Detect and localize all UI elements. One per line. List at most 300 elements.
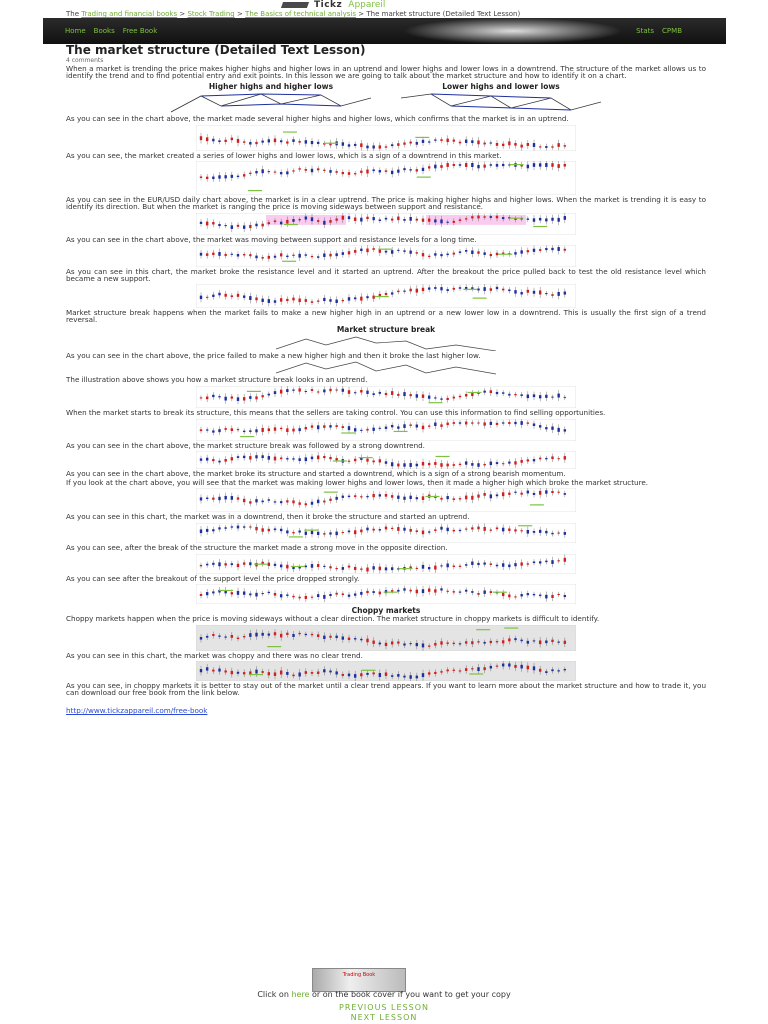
candle-body: [311, 597, 313, 598]
candle-body: [354, 217, 356, 220]
candle-body: [292, 255, 294, 256]
candle-body: [274, 673, 276, 676]
candle-body: [564, 640, 566, 643]
candle-body: [249, 430, 251, 432]
candle-body: [502, 528, 504, 532]
candle-body: [231, 225, 233, 229]
candle-body: [459, 396, 461, 397]
candle-body: [385, 567, 387, 570]
candle-body: [280, 299, 282, 302]
candle-body: [335, 300, 337, 303]
candle-body: [428, 673, 430, 675]
candle-body: [496, 666, 498, 667]
candle-body: [212, 634, 214, 636]
candle-body: [385, 171, 387, 173]
candle-body: [354, 428, 356, 431]
candle-body: [354, 459, 356, 461]
candle-body: [557, 641, 559, 642]
candle-body: [249, 672, 251, 675]
candle-body: [212, 295, 214, 297]
candle-body: [317, 564, 319, 567]
candle-body: [527, 422, 529, 423]
candle-body: [490, 142, 492, 143]
candle-body: [372, 673, 374, 675]
candle-body: [551, 164, 553, 168]
candle-body: [379, 529, 381, 530]
candle-body: [224, 176, 226, 179]
candle-body: [200, 397, 202, 398]
candle-body: [366, 638, 368, 642]
candle-body: [385, 217, 387, 219]
candle-body: [514, 665, 516, 668]
candle-body: [545, 640, 547, 643]
candle-body: [403, 251, 405, 252]
candle-body: [428, 645, 430, 646]
candle-body: [465, 250, 467, 252]
candle-body: [403, 497, 405, 500]
candle-body: [298, 428, 300, 431]
candle-body: [459, 464, 461, 465]
candle-body: [206, 177, 208, 179]
candle-body: [372, 461, 374, 463]
candle-body: [533, 594, 535, 595]
candlestick-chart: [196, 661, 576, 681]
chart-background: [196, 245, 576, 267]
candle-body: [459, 219, 461, 221]
paragraph: As you can see, the market created a series of lower highs and lower lows, which is a sign of a downtrend in this market.: [66, 150, 502, 160]
candle-body: [311, 141, 313, 144]
candle-body: [453, 591, 455, 592]
candle-body: [261, 528, 263, 531]
candle-body: [206, 297, 208, 298]
candle-body: [261, 671, 263, 673]
nav-item-stats[interactable]: Stats: [636, 27, 655, 35]
candle-body: [490, 591, 492, 593]
candle-body: [403, 392, 405, 396]
candle-body: [465, 564, 467, 565]
candle-body: [477, 289, 479, 291]
candle-body: [428, 167, 430, 169]
book-cover[interactable]: [312, 968, 406, 992]
candle-body: [520, 562, 522, 565]
candle-body: [274, 457, 276, 461]
candle-body: [551, 426, 553, 429]
candle-body: [255, 396, 257, 399]
candle-body: [409, 590, 411, 592]
candle-body: [471, 527, 473, 529]
candle-body: [403, 676, 405, 678]
candle-body: [403, 424, 405, 428]
candle-body: [342, 496, 344, 498]
candle-body: [545, 395, 547, 398]
candle-body: [379, 673, 381, 677]
candle-body: [243, 592, 245, 595]
candle-body: [446, 464, 448, 467]
candle-body: [527, 641, 529, 644]
candle-body: [533, 459, 535, 461]
breadcrumb-item[interactable]: The Basics of technical analysis: [245, 10, 357, 18]
candle-body: [440, 254, 442, 256]
candle-body: [514, 290, 516, 293]
candle-body: [212, 430, 214, 432]
candle-body: [416, 142, 418, 145]
candle-body: [397, 291, 399, 292]
candle-body: [206, 397, 208, 400]
candle-body: [422, 218, 424, 221]
candle-body: [502, 422, 504, 423]
candle-body: [274, 256, 276, 258]
candle-body: [533, 291, 535, 294]
nav-item-books[interactable]: Books: [93, 27, 115, 35]
candle-body: [428, 589, 430, 592]
candle-body: [508, 664, 510, 667]
candle-body: [527, 593, 529, 595]
candle-body: [255, 298, 257, 301]
candle-body: [342, 215, 344, 219]
nav-item-free-book[interactable]: Free Book: [122, 27, 158, 35]
candle-body: [453, 288, 455, 290]
candle-body: [280, 140, 282, 142]
candle-body: [545, 293, 547, 294]
candle-body: [428, 396, 430, 399]
candle-body: [502, 640, 504, 643]
candle-body: [514, 529, 516, 531]
candle-body: [391, 567, 393, 570]
candle-body: [268, 256, 270, 259]
candle-body: [545, 218, 547, 221]
candle-body: [348, 144, 350, 146]
candle-body: [323, 565, 325, 566]
candle-body: [237, 672, 239, 674]
candle-body: [539, 561, 541, 563]
candle-body: [206, 563, 208, 565]
diagram-caption: Higher highs and higher lows: [208, 82, 334, 92]
diagram-caption: Lower highs and lower lows: [442, 82, 560, 92]
candle-body: [268, 428, 270, 431]
candle-body: [218, 293, 220, 296]
candle-body: [434, 643, 436, 646]
candle-body: [434, 165, 436, 169]
candle-body: [366, 496, 368, 497]
candle-body: [360, 529, 362, 532]
candle-body: [446, 138, 448, 141]
candle-body: [416, 530, 418, 532]
candle-body: [317, 169, 319, 171]
candle-body: [502, 143, 504, 145]
candle-body: [545, 531, 547, 533]
candle-body: [397, 527, 399, 531]
candle-body: [446, 290, 448, 292]
candle-body: [428, 531, 430, 532]
paragraph: As you can see in the chart above, the market structure break was followed by a strong downtrend.: [66, 440, 425, 450]
candle-body: [440, 527, 442, 530]
candle-body: [527, 666, 529, 670]
candle-body: [311, 256, 313, 257]
candle-body: [496, 527, 498, 529]
candle-body: [255, 256, 257, 259]
breadcrumb-prefix: The: [66, 10, 80, 18]
candle-body: [514, 143, 516, 146]
candle-body: [453, 642, 455, 643]
breadcrumb-item[interactable]: Stock Trading: [187, 10, 235, 18]
candle-body: [385, 527, 387, 530]
candle-body: [453, 139, 455, 141]
candle-body: [206, 458, 208, 461]
candle-body: [428, 256, 430, 257]
candle-body: [465, 668, 467, 671]
candle-body: [311, 564, 313, 568]
candle-body: [218, 669, 220, 672]
candle-body: [335, 567, 337, 568]
candle-body: [434, 529, 436, 531]
candle-body: [298, 458, 300, 461]
candle-body: [403, 169, 405, 171]
candle-body: [268, 394, 270, 396]
candle-body: [224, 459, 226, 462]
candle-body: [335, 672, 337, 675]
candle-body: [533, 493, 535, 495]
candle-body: [268, 592, 270, 593]
candle-body: [557, 427, 559, 431]
candle-body: [255, 171, 257, 173]
candle-body: [416, 218, 418, 220]
candle-body: [527, 530, 529, 534]
candle-body: [471, 140, 473, 143]
candle-body: [292, 501, 294, 504]
candle-body: [496, 392, 498, 394]
candle-body: [391, 462, 393, 466]
candle-body: [564, 249, 566, 251]
candle-body: [329, 300, 331, 302]
candle-body: [496, 564, 498, 566]
candle-body: [305, 458, 307, 462]
candle-body: [557, 560, 559, 561]
candle-body: [564, 595, 566, 597]
candle-body: [335, 218, 337, 220]
candle-body: [255, 670, 257, 674]
candle-body: [409, 217, 411, 221]
candle-body: [212, 498, 214, 500]
candle-body: [305, 427, 307, 429]
candle-body: [545, 491, 547, 494]
candle-body: [280, 501, 282, 503]
candle-body: [490, 390, 492, 393]
site-logo[interactable]: [282, 0, 385, 10]
candle-body: [354, 674, 356, 678]
candle-body: [274, 138, 276, 142]
candle-body: [298, 169, 300, 170]
candle-body: [397, 496, 399, 499]
zigzag-down-diagram: [401, 92, 601, 114]
candle-body: [292, 458, 294, 459]
candle-body: [206, 592, 208, 595]
candle-body: [354, 594, 356, 596]
candle-body: [286, 141, 288, 143]
logo-text: Tickz: [314, 0, 343, 10]
candle-body: [545, 248, 547, 250]
candle-body: [551, 397, 553, 398]
candle-body: [379, 566, 381, 570]
candle-body: [533, 561, 535, 563]
candle-body: [329, 499, 331, 501]
candle-body: [434, 589, 436, 592]
candle-body: [409, 141, 411, 143]
candle-body: [379, 592, 381, 595]
candle-body: [280, 172, 282, 174]
candle-body: [323, 501, 325, 503]
candle-body: [551, 639, 553, 641]
candle-body: [323, 170, 325, 171]
candle-body: [453, 422, 455, 424]
candle-body: [292, 219, 294, 222]
candle-body: [348, 595, 350, 597]
candle-body: [323, 298, 325, 301]
candle-body: [348, 530, 350, 532]
candle-body: [224, 563, 226, 565]
candle-body: [360, 297, 362, 301]
candle-body: [446, 670, 448, 672]
candle-body: [249, 396, 251, 399]
candle-body: [212, 139, 214, 142]
candle-body: [292, 675, 294, 676]
candle-body: [422, 530, 424, 534]
candle-body: [231, 592, 233, 594]
candle-body: [360, 568, 362, 569]
candle-body: [372, 529, 374, 531]
candle-body: [416, 590, 418, 594]
candle-body: [255, 223, 257, 226]
nav-item-home[interactable]: Home: [65, 27, 86, 35]
candle-body: [372, 494, 374, 497]
candle-body: [483, 668, 485, 671]
candle-body: [551, 295, 553, 297]
candle-body: [539, 249, 541, 251]
candle-body: [200, 529, 202, 533]
candle-body: [496, 422, 498, 424]
candle-body: [440, 463, 442, 467]
nav-item-cpmb[interactable]: CPMB: [662, 27, 682, 35]
candle-body: [243, 430, 245, 431]
candle-body: [200, 136, 202, 140]
candle-body: [286, 256, 288, 257]
candle-body: [311, 169, 313, 172]
candle-body: [391, 641, 393, 644]
candle-body: [471, 216, 473, 218]
candle-body: [428, 425, 430, 426]
candle-body: [280, 671, 282, 675]
candle-body: [459, 643, 461, 644]
previous-lesson-link[interactable]: PREVIOUS LESSON: [339, 1003, 429, 1012]
paragraph: As you can see in this chart, the market broke the resistance level and it started an uptrend. After the breakout the price pulled back to test the old resistance level which became a new support.: [66, 267, 706, 283]
candle-body: [465, 139, 467, 142]
candle-body: [391, 590, 393, 591]
candle-body: [348, 216, 350, 219]
candle-body: [465, 163, 467, 167]
candle-body: [446, 642, 448, 643]
candle-body: [335, 172, 337, 174]
candle-body: [508, 564, 510, 567]
candle-body: [366, 297, 368, 299]
candle-body: [422, 288, 424, 291]
candle-body: [237, 139, 239, 143]
candle-body: [477, 668, 479, 672]
candle-body: [268, 171, 270, 172]
article-meta[interactable]: 4 comments: [66, 57, 104, 64]
candle-body: [514, 421, 516, 423]
candle-body: [360, 217, 362, 221]
candle-body: [298, 597, 300, 599]
candlestick-chart: [196, 584, 576, 604]
candle-body: [329, 671, 331, 673]
candle-body: [268, 139, 270, 142]
candle-body: [533, 164, 535, 168]
candle-body: [218, 527, 220, 529]
candle-body: [508, 462, 510, 464]
candle-body: [453, 253, 455, 255]
candle-body: [292, 634, 294, 637]
candle-body: [249, 225, 251, 228]
candle-body: [409, 170, 411, 171]
candle-body: [459, 530, 461, 531]
candle-body: [520, 292, 522, 294]
candle-body: [292, 139, 294, 142]
candle-body: [274, 632, 276, 635]
candle-body: [496, 495, 498, 497]
candle-body: [261, 501, 263, 503]
candle-body: [286, 530, 288, 533]
paragraph: As you can see in the chart above, the market made several higher highs and higher lows, which confirms that the market is in an uptrend.: [66, 114, 569, 124]
candle-body: [409, 463, 411, 467]
candle-body: [527, 394, 529, 398]
candle-body: [564, 557, 566, 561]
candle-body: [224, 496, 226, 500]
candle-body: [286, 632, 288, 634]
next-lesson-link[interactable]: NEXT LESSON: [350, 1013, 418, 1022]
candle-body: [305, 596, 307, 599]
diagram-uptrend: [171, 81, 371, 116]
candle-body: [527, 250, 529, 252]
candle-body: [348, 637, 350, 639]
candle-body: [243, 397, 245, 400]
breadcrumb-item[interactable]: Trading and financial books: [81, 10, 178, 18]
candle-body: [459, 141, 461, 143]
candlestick-chart: [196, 523, 576, 543]
paragraph: As you can see in the chart above, the market was moving between support and resistance levels for a long time.: [66, 234, 477, 244]
candle-body: [385, 426, 387, 428]
cta-prefix: Click on: [257, 990, 289, 999]
candle-body: [354, 392, 356, 393]
candle-body: [440, 424, 442, 426]
candlestick-chart: [196, 161, 576, 195]
candle-body: [490, 495, 492, 499]
candle-body: [446, 563, 448, 567]
cta-link[interactable]: here: [291, 990, 310, 999]
candle-body: [360, 171, 362, 173]
candle-body: [403, 528, 405, 531]
intro-diagrams: [66, 81, 706, 116]
free-book-link[interactable]: http://www.tickzappareil.com/free-book: [66, 706, 208, 716]
candle-body: [218, 497, 220, 500]
candle-body: [446, 496, 448, 499]
candle-body: [434, 253, 436, 255]
candle-body: [471, 393, 473, 396]
candle-body: [409, 394, 411, 396]
candle-body: [206, 137, 208, 141]
candle-body: [255, 142, 257, 144]
candle-body: [496, 164, 498, 167]
candle-body: [323, 254, 325, 258]
candle-body: [342, 389, 344, 392]
